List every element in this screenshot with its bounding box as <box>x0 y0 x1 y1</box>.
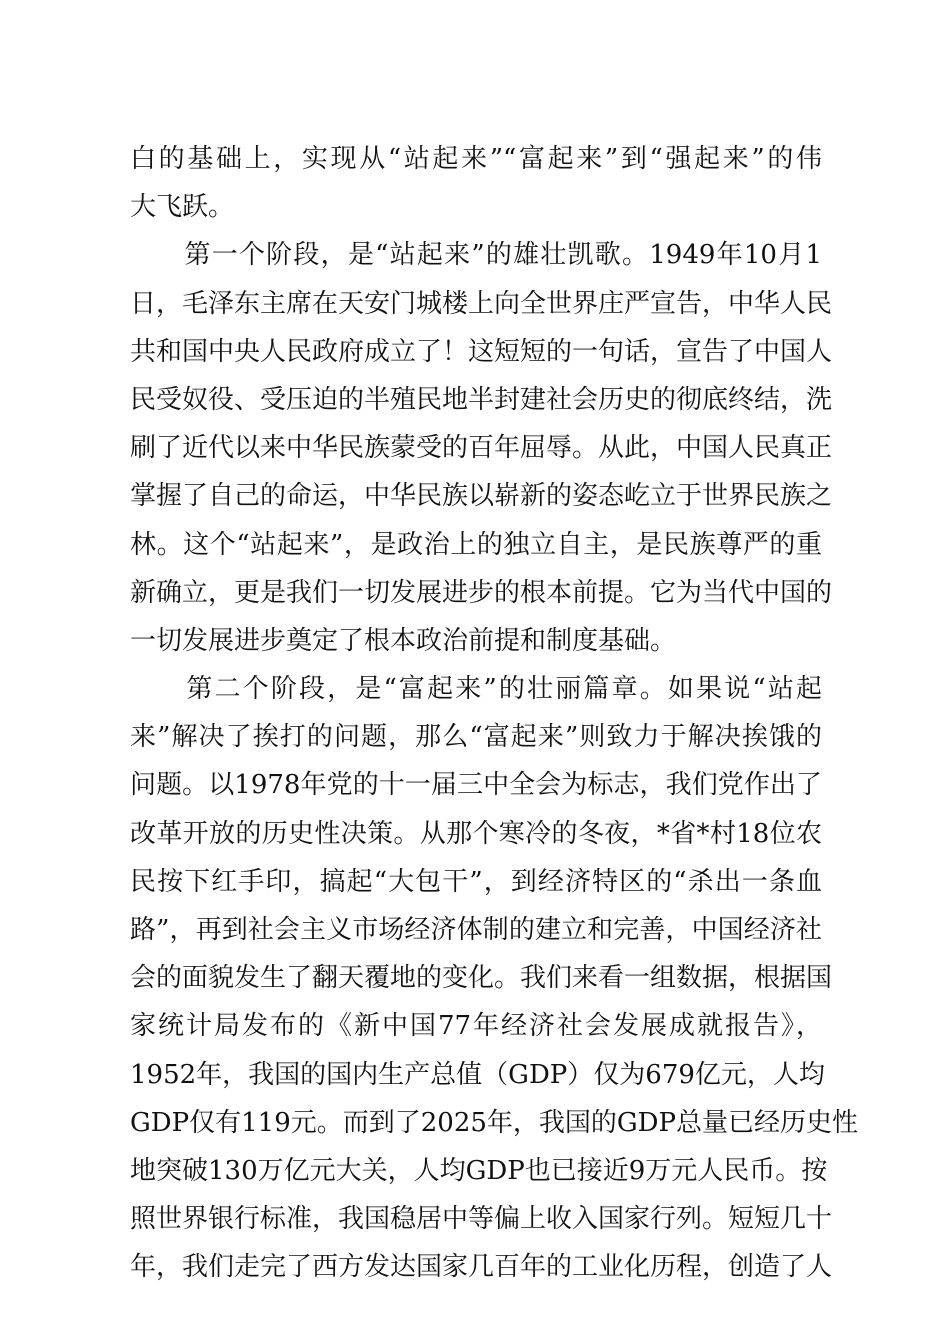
paragraph-stage-two <box>130 665 859 1291</box>
text-line: 民按下红手印，搞起“大包干”，到经济特区的“杀出一条血 <box>130 866 822 897</box>
text-line: 掌握了自己的命运，中华民族以崭新的姿态屹立于世界民族之 <box>130 481 833 512</box>
text-line: 一切发展进步奠定了根本政治前提和制度基础。 <box>130 625 677 656</box>
text-line: 第一个阶段，是“站起来”的雄壮凯歌。1949年10月1 <box>130 240 822 271</box>
text-line: 民受奴役、受压迫的半殖民地半封建社会历史的彻底终结，洗 <box>130 384 833 415</box>
text-line: 家统计局发布的《新中国77年经济社会发展成就报告》， <box>130 1011 822 1042</box>
document-body <box>130 135 859 1292</box>
text-line: 照世界银行标准，我国稳居中等偏上收入国家行列。短短几十 <box>130 1204 833 1235</box>
text-line: 路”，再到社会主义市场经济体制的建立和完善，中国经济社 <box>130 915 822 945</box>
text-line: 会的面貌发生了翻天覆地的变化。我们来看一组数据，根据国 <box>130 963 833 994</box>
paragraph-stage-one <box>130 231 833 665</box>
text-line: 问题。以1978年党的十一届三中全会为标志，我们党作出了 <box>130 770 822 801</box>
text-line: 共和国中央人民政府成立了！这短短的一句话，宣告了中国人 <box>130 336 833 367</box>
paragraph-continuation <box>130 135 822 231</box>
text-line: 刷了近代以来中华民族蒙受的百年屈辱。从此，中国人民真正 <box>130 433 833 464</box>
text-line: 1952年，我国的国内生产总值（GDP）仅为679亿元，人均 <box>130 1059 825 1090</box>
text-line: 日，毛泽东主席在天安门城楼上向全世界庄严宣告，中华人民 <box>130 288 833 319</box>
text-line: 白的基础上，实现从“站起来”“富起来”到“强起来”的伟 <box>130 144 822 174</box>
text-line: 地突破130万亿元大关，人均GDP也已接近9万元人民币。按 <box>130 1155 828 1186</box>
text-line: 新确立，更是我们一切发展进步的根本前提。它为当代中国的 <box>130 577 833 608</box>
text-line: 来”解决了挨打的问题，那么“富起来”则致力于解决挨饿的 <box>130 722 822 753</box>
text-line: 年，我们走完了西方发达国家几百年的工业化历程，创造了人 <box>130 1252 833 1283</box>
text-line: 大飞跃。 <box>130 192 235 223</box>
text-line: 林。这个“站起来”，是政治上的独立自主，是民族尊严的重 <box>130 529 822 560</box>
text-line: GDP仅有119元。而到了2025年，我国的GDP总量已经历史性 <box>130 1107 859 1138</box>
text-line: 改革开放的历史性决策。从那个寒冷的冬夜，*省*村18位农 <box>130 818 822 849</box>
text-line: 第二个阶段，是“富起来”的壮丽篇章。如果说“站起 <box>130 674 822 705</box>
